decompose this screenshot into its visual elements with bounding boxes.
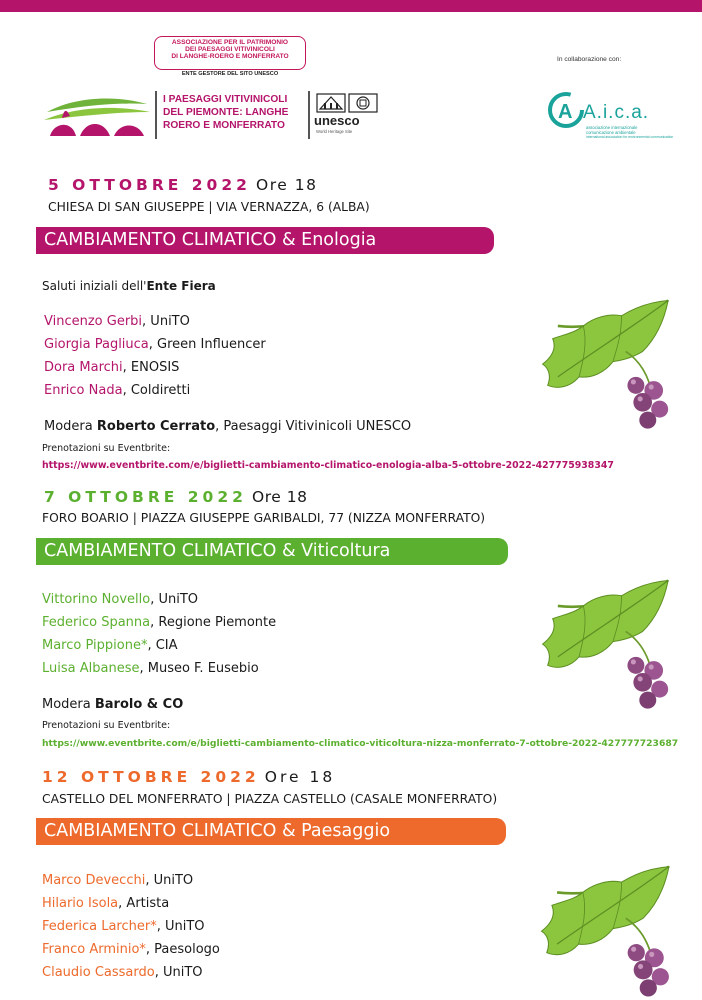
- aica-sub-line-3: international association for environmental communication: [586, 135, 674, 139]
- speaker-affiliation: , Coldiretti: [122, 383, 191, 398]
- greeting-prefix: Saluti iniziali dell': [42, 279, 147, 293]
- event-1-speaker-2: [44, 337, 266, 352]
- event-3-time: Ore 18: [264, 768, 336, 786]
- event-1-speaker-1: [44, 314, 190, 329]
- event-1-place: CHIESA DI SAN GIUSEPPE | VIA VERNAZZA, 6 (ALBA): [48, 200, 370, 214]
- speaker-affiliation: , Regione Piemonte: [150, 615, 277, 630]
- speaker-name: Claudio Cassardo: [42, 965, 155, 980]
- event-2-time: Ore 18: [252, 488, 308, 506]
- event-2-date: 7 OTTOBRE 2022: [44, 488, 247, 506]
- speaker-affiliation: , Museo F. Eusebio: [139, 661, 259, 676]
- event-1-datetime: [48, 175, 317, 194]
- speaker-affiliation: , Green Influencer: [148, 337, 266, 352]
- speaker-affiliation: , UniTO: [142, 314, 190, 329]
- event-2-speaker-2: [42, 615, 276, 630]
- aica-wordmark: A.i.c.a.: [583, 102, 650, 123]
- speaker-affiliation: , Paesologo: [145, 942, 220, 957]
- event-3-place: CASTELLO DEL MONFERRATO | PIAZZA CASTELLO (CASALE MONFERRATO): [42, 792, 498, 806]
- event-1-date: 5 OTTOBRE 2022: [48, 176, 251, 194]
- event-2-speaker-3: [42, 638, 178, 653]
- grape-vine-illustration-2: [528, 572, 698, 712]
- speaker-affiliation: , UniTO: [156, 919, 205, 934]
- logo-divider-left: [155, 91, 157, 139]
- aica-logo-mark: [546, 90, 586, 130]
- speaker-name: Marco Devecchi: [42, 873, 146, 888]
- grape-vine-illustration-1: [528, 292, 698, 432]
- event-1-time: Ore 18: [256, 176, 318, 194]
- greeting-bold: Ente Fiera: [146, 279, 216, 293]
- association-logo: [154, 36, 306, 70]
- event-2-speaker-4: [42, 661, 259, 676]
- event-2-moderator: [42, 697, 183, 712]
- event-3-speaker-2: [42, 896, 169, 911]
- site-title-line-3: ROERO E MONFERRATO: [163, 120, 285, 131]
- speaker-name: Marco Pippione*: [42, 638, 148, 653]
- site-title-line-1: I PAESAGGI VITIVINICOLI: [163, 94, 288, 105]
- aica-subtitle: [586, 125, 673, 140]
- event-3-banner: CAMBIAMENTO CLIMATICO & Paesaggio: [36, 818, 506, 845]
- association-line-3: DI LANGHE-ROERO E MONFERRATO: [171, 53, 289, 61]
- speaker-name: Federica Larcher*: [42, 919, 157, 934]
- event-1-speaker-4: [44, 383, 190, 398]
- event-2-banner: CAMBIAMENTO CLIMATICO & Viticoltura: [36, 538, 508, 565]
- speaker-name: Vincenzo Gerbi: [44, 314, 143, 329]
- event-2-speaker-1: [42, 592, 198, 607]
- world-heritage-text: World Heritage Site: [316, 129, 353, 134]
- speaker-name: Giorgia Pagliuca: [44, 337, 149, 352]
- aica-sub-line-1: associazione internazionale: [586, 125, 638, 130]
- unesco-wordmark: unesco: [314, 113, 360, 128]
- speaker-affiliation: , UniTO: [150, 592, 199, 607]
- event-3-speaker-5: [42, 965, 203, 980]
- site-title-line-2: DEL PIEMONTE: LANGHE: [163, 107, 289, 118]
- logo-divider-right: [308, 91, 310, 139]
- speaker-name: Franco Arminio*: [42, 942, 146, 957]
- event-1-booking-label: Prenotazioni su Eventbrite:: [42, 443, 171, 454]
- speaker-name: Luisa Albanese: [42, 661, 140, 676]
- speaker-affiliation: , UniTO: [145, 873, 194, 888]
- unesco-emblem: [316, 93, 378, 113]
- speaker-affiliation: , CIA: [147, 638, 178, 653]
- site-title: [163, 93, 288, 132]
- ente-gestore-text: ENTE GESTORE DEL SITO UNESCO: [181, 71, 279, 77]
- aica-sub-line-2: comunicazione ambientale: [586, 130, 636, 135]
- association-line-2: DEI PAESAGGI VITIVINICOLI: [185, 46, 275, 54]
- speaker-name: Enrico Nada: [44, 383, 123, 398]
- grape-vine-illustration-3: [528, 858, 698, 1000]
- event-3-datetime: [42, 767, 335, 786]
- association-line-1: ASSOCIAZIONE PER IL PATRIMONIO: [171, 39, 289, 46]
- event-3-speaker-1: [42, 873, 193, 888]
- moderator-suffix: , Paesaggi Vitivinicoli UNESCO: [215, 419, 412, 434]
- event-3-speaker-3: [42, 919, 205, 934]
- top-color-bar: [0, 0, 702, 12]
- speaker-name: Vittorino Novello: [42, 592, 151, 607]
- moderator-prefix: Modera: [42, 697, 95, 712]
- collaboration-label: In collaborazione con:: [557, 56, 622, 63]
- moderator-prefix: Modera: [44, 419, 97, 434]
- event-1-moderator: [44, 419, 411, 434]
- speaker-affiliation: , UniTO: [154, 965, 203, 980]
- event-1-banner: CAMBIAMENTO CLIMATICO & Enologia: [36, 227, 494, 254]
- event-2-booking-link[interactable]: https://www.eventbrite.com/e/biglietti-cambiamento-climatico-viticoltura-nizza-monferrato-7-ottobre-2022-427777723687: [42, 738, 679, 749]
- speaker-name: Dora Marchi: [44, 360, 123, 375]
- moderator-name: Roberto Cerrato: [96, 419, 216, 434]
- svg-text:A: A: [558, 101, 573, 123]
- event-2-booking-label: Prenotazioni su Eventbrite:: [42, 720, 171, 731]
- event-1-booking-link[interactable]: https://www.eventbrite.com/e/biglietti-cambiamento-climatico-enologia-alba-5-ottobre-2022-427775938347: [42, 460, 614, 471]
- speaker-affiliation: , ENOSIS: [122, 360, 180, 375]
- event-1-greeting: [42, 279, 216, 293]
- event-2-place: FORO BOARIO | PIAZZA GIUSEPPE GARIBALDI, 77 (NIZZA MONFERRATO): [42, 511, 486, 525]
- speaker-name: Hilario Isola: [42, 896, 119, 911]
- event-1-speaker-3: [44, 360, 179, 375]
- speaker-name: Federico Spanna: [42, 615, 151, 630]
- speaker-affiliation: , Artista: [118, 896, 170, 911]
- vineyard-hills-logo: [42, 90, 152, 138]
- event-2-datetime: [44, 487, 307, 506]
- event-3-speaker-4: [42, 942, 220, 957]
- moderator-name: Barolo & CO: [94, 697, 184, 712]
- event-3-date: 12 OTTOBRE 2022: [42, 768, 260, 786]
